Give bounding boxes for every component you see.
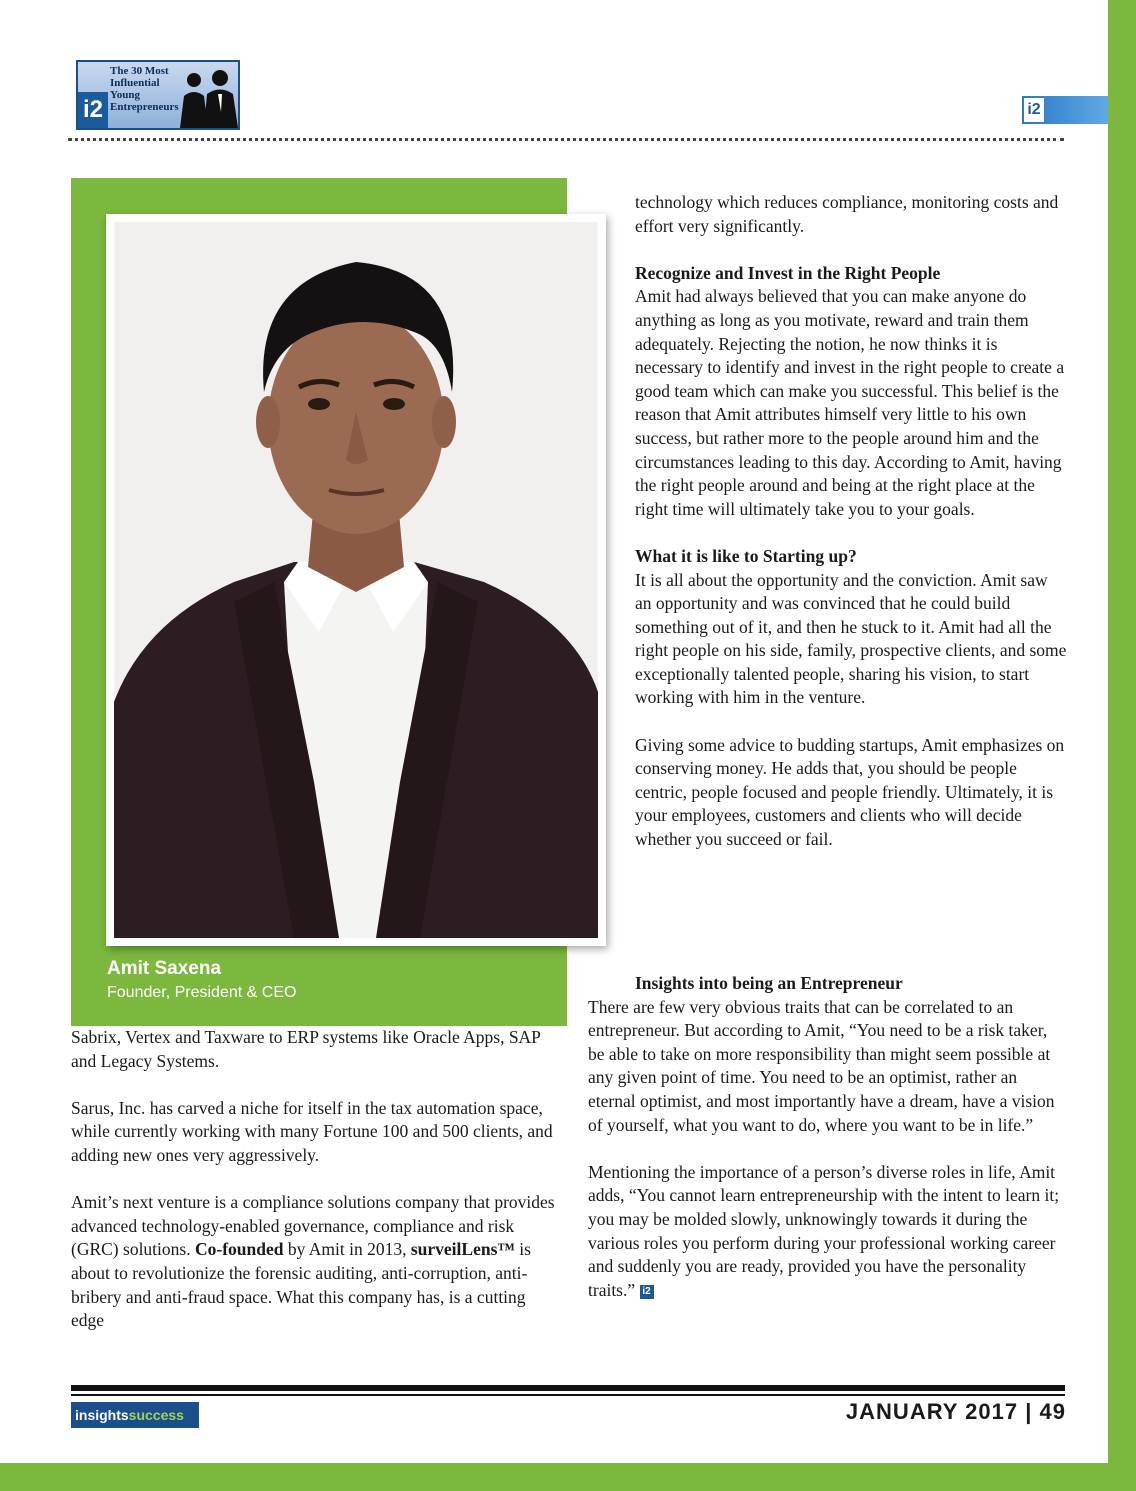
portrait-frame [106,214,606,946]
paragraph: Giving some advice to budding startups, Amit emphasizes on conserving money. He adds that, you should be people centric, people focused and people friendly. Ultimately, it is your employees, customers and clients who will decide whether you succeed or fail. [635,734,1065,850]
header-divider [68,138,1064,141]
text-run: is about to revolutionize the forensic auditing, anti-corruption, anti-bribery and anti-fraud space. What this company has, is a cutting edge [71,1239,531,1331]
section-heading: Recognize and Invest in the Right People [635,262,941,283]
section-heading: What it is like to Starting up? [635,545,857,566]
logo-text: insights [75,1407,129,1423]
footer-rule-thin [71,1394,1065,1396]
badge-line: Influential [110,77,160,89]
paragraph: Amit had always believed that you can make anyone do anything as long as you motivate, reward and train them adequately. Rejecting the notion, he now thinks it is necessary to identify and invest in the right people to create a good team which can make you successful. This belief is the reason that Amit attributes himself very little to his own success, but rather more to the people around him and the circumstances leading to this day. According to Amit, having the right people around and being at the right place at the right time will ultimately take you to your goals. [635,286,1065,519]
badge-line: The 30 Most [110,65,169,77]
footer-rule [71,1385,1065,1391]
bold-text: Co-founded [194,1239,284,1260]
left-column [71,1026,556,1333]
bold-text: surveilLens™ [410,1239,515,1260]
paragraph [71,1191,556,1333]
right-column-lower [588,972,1068,1302]
portrait-illustration [114,222,598,938]
badge-line: Entrepreneurs [110,101,179,113]
bottom-green-bar [0,1463,1136,1491]
portrait-photo [114,222,598,938]
paragraph: There are few very obvious traits that can be correlated to an entrepreneur. But according to Amit, “You need to be a risk taker, be able to take on more responsibility than might seem possible at any given point of time. You need to be an optimist, rather an eternal optimist, and most importantly have a dream, have a vision of yourself, what you want to do, where you want to be in life.” [588,996,1055,1135]
profile-name: Amit Saxena [107,958,222,979]
paragraph: technology which reduces compliance, monitoring costs and effort very significantly. [635,192,1059,236]
issue-date: JANUARY 2017 [845,1399,1019,1424]
i2-logo-icon: i2 [78,92,108,128]
separator: | [1025,1399,1033,1424]
top-30-badge [76,60,240,130]
paragraph: Sarus, Inc. has carved a niche for itself in the tax automation space, while currently working with many Fortune 100 and 500 clients, and adding new ones very aggressively. [71,1097,553,1165]
text-run: Mentioning the importance of a person’s diverse roles in life, Amit adds, “You cannot learn entrepreneurship with the intent to learn it; you may be molded slowly, unknowingly towards it during the various roles you perform during your professional working career and suddenly you are ready, provided you have the personality traits.” [588,1161,1060,1300]
section-tab [1022,96,1108,124]
footer-issue [830,1399,1066,1425]
text-run: by Amit in 2013, [283,1239,411,1260]
paragraph: Sabrix, Vertex and Taxware to ERP systems like Oracle Apps, SAP and Legacy Systems. [71,1027,541,1071]
text-run: Amit’s next venture is a compliance solutions company that provides advanced technology-enabled governance, compliance and risk (GRC) solutions. [71,1192,555,1260]
insights-success-logo [71,1402,199,1428]
business-people-icon [174,66,240,128]
section-heading: Insights into being an Entrepreneur [635,973,903,993]
paragraph [588,1161,1068,1303]
logo-text: success [128,1407,184,1423]
paragraph: It is all about the opportunity and the conviction. Amit saw an opportunity and was convinced that he could build something out of it, and then he stuck to it. Amit had all the right people on his side, family, prospective clients, and some exceptionally talented people, sharing his vision, to start working with him in the venture. [635,569,1067,708]
badge-line: Young [110,89,140,101]
right-green-bar [1108,0,1136,1491]
profile-title: Founder, President & CEO [107,984,297,1001]
right-column [635,191,1067,852]
i2-end-mark-icon: i2 [640,1285,654,1299]
page-number: 49 [1039,1399,1066,1424]
i2-logo-icon: i2 [1024,98,1044,122]
